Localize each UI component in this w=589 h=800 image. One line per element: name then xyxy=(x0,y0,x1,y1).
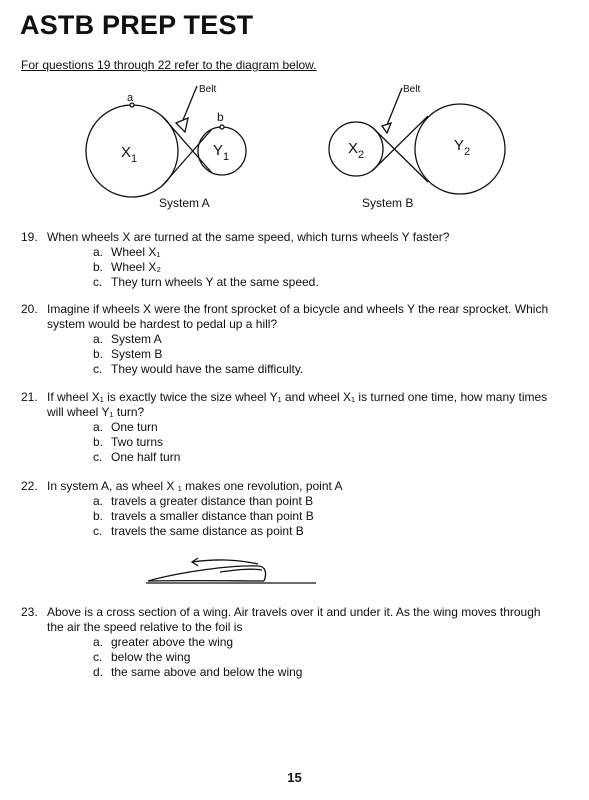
question-number: 23. xyxy=(21,605,38,619)
page-number: 15 xyxy=(287,770,302,785)
answer-options xyxy=(93,635,581,680)
answer-option: b. travels a smaller distance than point B xyxy=(93,509,314,523)
belt-label-a: Belt xyxy=(199,84,217,95)
x2-label: X xyxy=(348,140,359,157)
svg-text:X2 xyxy=(348,140,364,161)
point-b-marker xyxy=(220,125,224,129)
airflow-arrow-upper xyxy=(192,560,258,564)
question-text-continued: will wheel Y₁ turn? xyxy=(47,405,145,419)
question-number: 20. xyxy=(21,302,38,316)
svg-text:Y2 xyxy=(454,137,470,158)
question-21 xyxy=(21,390,581,465)
y2-subscript: 2 xyxy=(464,146,471,158)
question-19 xyxy=(21,230,581,290)
y2-label: Y xyxy=(454,137,465,154)
point-a-label: a xyxy=(127,92,134,104)
answer-option: a. travels a greater distance than point B xyxy=(93,494,314,508)
answer-option: b. Two turns xyxy=(93,435,164,449)
question-text-continued: system would be hardest to pedal up a hill? xyxy=(47,317,278,331)
belt-pointer-a xyxy=(183,86,197,120)
answer-option: a. greater above the wing xyxy=(93,635,234,649)
question-text: In system A, as wheel X ₁ makes one revolution, point A xyxy=(47,479,343,493)
question-23 xyxy=(21,605,581,680)
answer-option: c. One half turn xyxy=(93,450,181,464)
question-text: Imagine if wheels X were the front sprocket of a bicycle and wheels Y the rear sprocket. Which xyxy=(47,302,549,316)
answer-option: d. the same above and below the wing xyxy=(93,665,303,679)
intro-instruction: For questions 19 through 22 refer to the diagram below. xyxy=(21,58,317,72)
answer-options xyxy=(93,420,581,465)
belt-b-lower xyxy=(372,116,428,171)
system-b-caption: System B xyxy=(362,196,414,210)
question-text-continued: the air the speed relative to the foil is xyxy=(47,620,243,634)
svg-text:Y1 xyxy=(213,142,229,163)
answer-options xyxy=(93,332,581,377)
answer-option: c. below the wing xyxy=(93,650,191,664)
answer-option: b. System B xyxy=(93,347,163,361)
system-a-caption: System A xyxy=(159,196,210,210)
answer-option: c. travels the same distance as point B xyxy=(93,524,304,538)
belt-arrow-a xyxy=(176,118,188,132)
svg-text:X1 xyxy=(121,144,137,165)
belt-arrow-b xyxy=(382,123,391,133)
wing-cross-section xyxy=(140,556,320,592)
point-b-label: b xyxy=(217,110,224,124)
answer-options xyxy=(93,494,581,539)
belt-a-lower xyxy=(162,129,212,186)
answer-option: c. They would have the same difficulty. xyxy=(93,362,304,376)
airflow-arrow-lower xyxy=(220,569,262,572)
question-22 xyxy=(21,479,581,539)
answer-options xyxy=(93,245,581,290)
question-number: 21. xyxy=(21,390,38,404)
question-number: 22. xyxy=(21,479,38,493)
wing-upper-surface xyxy=(148,566,266,581)
y1-label: Y xyxy=(213,142,224,159)
pulley-diagram xyxy=(0,0,589,215)
question-text: Above is a cross section of a wing. Air travels over it and under it. As the wing moves through xyxy=(47,605,541,619)
question-number: 19. xyxy=(21,230,38,244)
answer-option: a. One turn xyxy=(93,420,158,434)
x1-subscript: 1 xyxy=(131,153,138,165)
page-title: ASTB PREP TEST xyxy=(20,10,254,40)
question-text: If wheel X₁ is exactly twice the size wheel Y₁ and wheel X₁ is turned one time, how many times xyxy=(47,390,548,404)
answer-option: c. They turn wheels Y at the same speed. xyxy=(93,275,319,289)
x2-subscript: 2 xyxy=(358,149,365,161)
question-20 xyxy=(21,302,581,377)
y1-subscript: 1 xyxy=(223,151,230,163)
belt-b-upper xyxy=(372,127,428,182)
x1-label: X xyxy=(121,144,132,161)
belt-pointer-b xyxy=(387,88,402,125)
belt-label-b: Belt xyxy=(403,84,421,95)
answer-option: a. Wheel X₁ xyxy=(93,245,161,259)
answer-option: a. System A xyxy=(93,332,162,346)
answer-option: b. Wheel X₂ xyxy=(93,260,162,274)
question-text: When wheels X are turned at the same speed, which turns wheels Y faster? xyxy=(47,230,450,244)
